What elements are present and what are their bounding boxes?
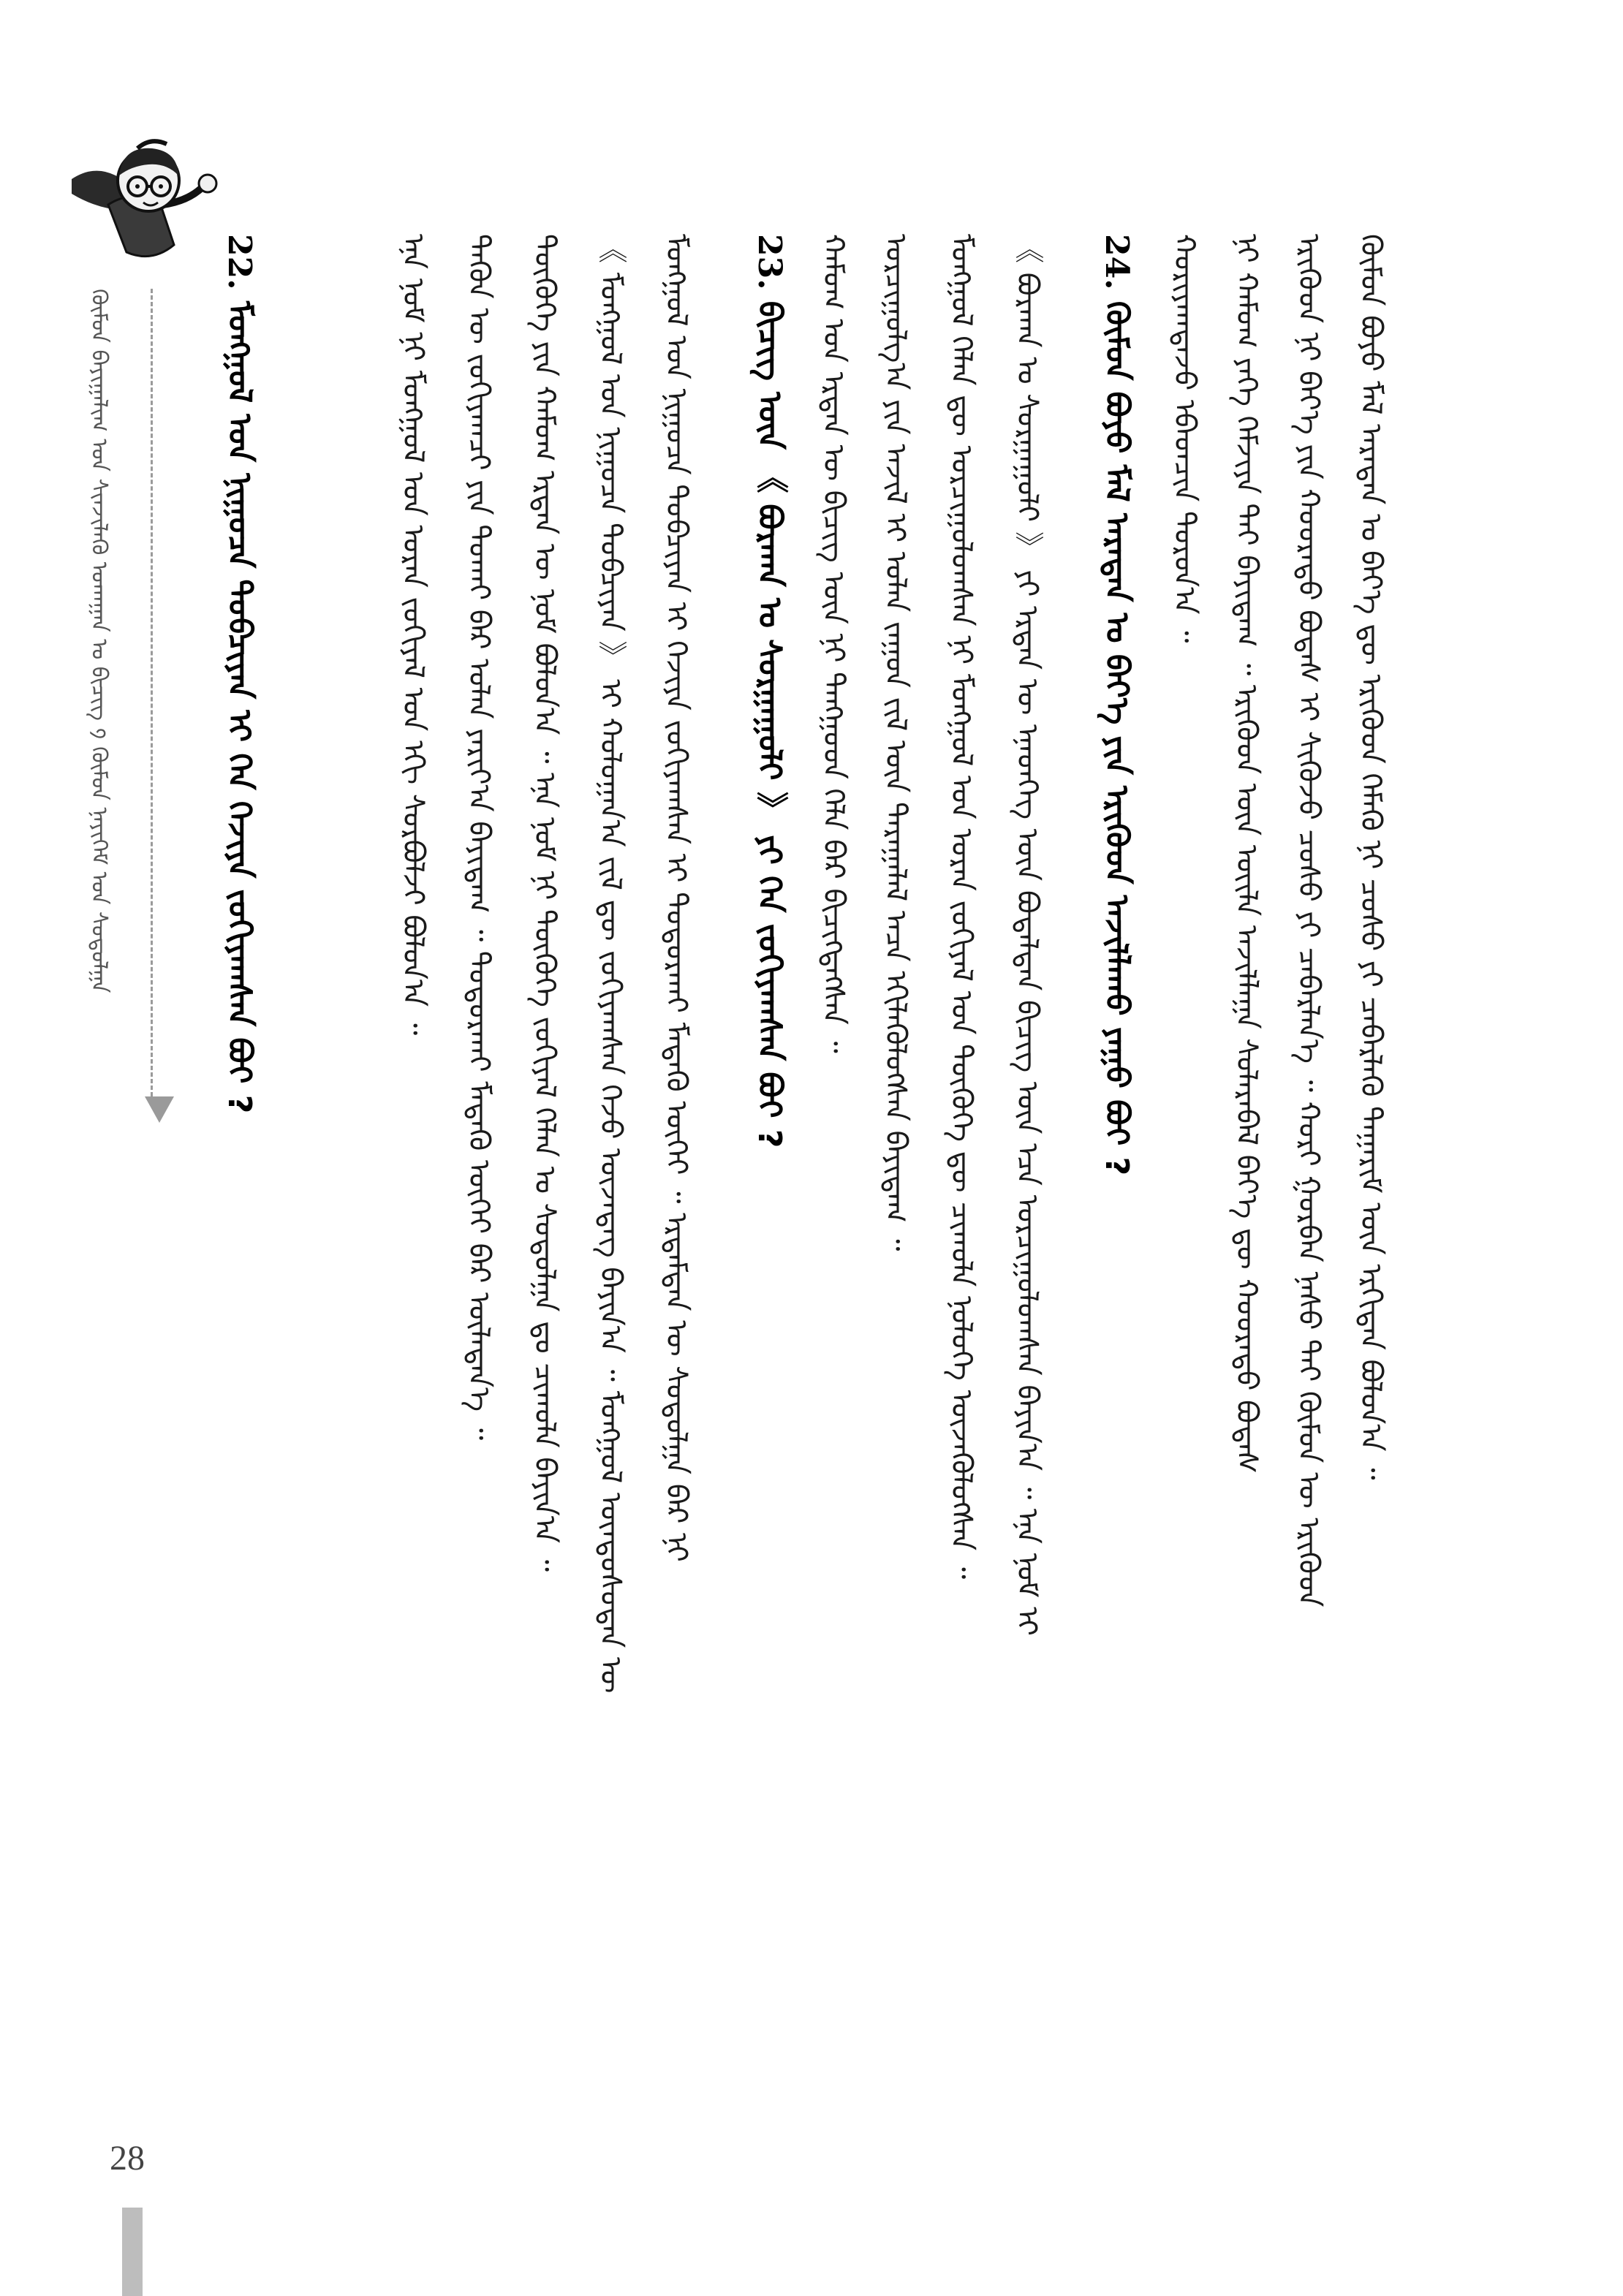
question-text: ᠬᠦᠮᠦᠨ ᠪᠤᠶᠤ ᠮᠠᠯ ᠠᠷᠠᠲᠠᠨ ᠤ ᠪᠡᠶ᠎ᠡ ᠶᠢᠨ ᠡᠷᠢᠬᠦᠳ ᠠᠵᠢᠯᠯᠠᠬᠤ ᠶᠠᠭᠤ ᠪᠤᠢ ? — [1098, 300, 1135, 1176]
answer-23-line-1: 《 ᠪᠤᠷᠬᠠᠨ ᠤ ᠰᠤᠷᠭᠠᠭᠤᠯᠢ 》 ᠶᠢ ᠡᠷᠲᠡᠨ ᠦ ᠡᠨᠡᠳᠬᠡᠭ ᠦᠨ ᠪᠣᠳᠠᠯᠲᠠᠨ ᠪᠢᠴᠢᠭ᠌ ᠦᠨ ᠡᠴᠡ ᠣᠷᠴᠢᠭᠤᠯᠤᠭᠰᠠᠨ ᠪᠠᠶᠢᠨ᠎ᠠ ᠃ ᠡᠨᠡ ᠨᠣᠮ ᠢ — [1010, 234, 1044, 1636]
header-dashed-divider — [151, 289, 153, 1096]
page-edge-bar — [122, 2208, 143, 2296]
question-22 — [221, 234, 258, 1944]
question-number: 23. — [751, 234, 788, 290]
question-number: 24. — [1098, 234, 1135, 290]
mascot-boy-icon — [64, 135, 225, 289]
question-24 — [1098, 234, 1135, 1176]
answer-23-line-2: ᠮᠣᠩᠭᠣᠯ ᠬᠡᠯᠡᠨ ᠳᠦ ᠣᠷᠴᠢᠭᠤᠯᠤᠭᠰᠠᠨ ᠨᠢ ᠮᠣᠩᠭᠣᠯ ᠤᠨ ᠤᠷᠠᠨ ᠵᠣᠬᠢᠶᠠᠯ ᠤᠨ ᠲᠦᠭᠦᠬᠡ ᠳᠦ ᠴᠢᠬᠤᠯᠠ ᠨᠣᠯᠣᠭᠡ ᠦᠵᠡᠭᠦᠯᠦᠭᠰᠡᠨ ᠃ — [945, 234, 978, 1580]
answer-22-line-4: ᠲᠡᠭᠦᠨ ᠦ ᠵᠣᠬᠢᠶᠠᠭᠴᠢ ᠶᠢᠨ ᠲᠤᠬᠠᠢ ᠪᠠᠷ ᠣᠯᠠᠨ ᠶᠠᠷᠢᠶ᠎ᠠ ᠪᠠᠶᠢᠳᠠᠭ ᠃ ᠲᠣᠳᠤᠷᠬᠠᠶ ᠮᠡᠳᠡᠬᠦ ᠦᠭᠡᠢ ᠪᠡᠷ ᠦᠯᠡᠳᠡᠨ᠎ᠡ ᠃ — [462, 234, 496, 1441]
answer-22-line-3: ᠲᠦᠭᠦᠬᠡ ᠶᠢᠨ ᠬᠠᠮᠤᠭ ᠡᠷᠲᠡᠨ ᠦ ᠨᠣᠮ ᠪᠣᠯᠤᠨ᠎ᠠ ᠃ ᠡᠨᠡ ᠨᠣᠮ ᠨᠢ ᠲᠦᠭᠦᠬᠡ ᠵᠣᠬᠢᠶᠠᠯ ᠬᠡᠯᠡᠨ ᠤ ᠰᠤᠳᠤᠯᠭᠠ ᠳᠤ ᠴᠢᠬᠤᠯᠠ ᠪᠠᠶᠢᠨ᠎ᠠ ᠃ — [528, 234, 561, 1572]
answer-23-line-3: ᠣᠷᠴᠢᠭᠤᠯᠭ᠎ᠠ ᠶᠢᠨ ᠠᠵᠢᠯ ᠢ ᠣᠯᠠᠨ ᠵᠠᠭᠤᠨ ᠵᠢᠯ ᠦᠨ ᠳᠠᠷᠠᠭᠠᠯᠠᠯ ᠠᠴᠠ ᠡᠬᠢᠯᠡᠭᠦᠯᠦᠭᠰᠡᠨ ᠪᠠᠶᠢᠳᠠᠭ ᠃ — [879, 234, 912, 1251]
answer-22-line-1: ᠮᠣᠩᠭᠣᠯ ᠤᠨ ᠨᠢᠭᠤᠴᠠ ᠲᠣᠪᠴᠢᠶᠠᠨ ᠢ ᠬᠡᠵᠢᠶᠡ ᠵᠤᠬᠢᠶᠠᠭᠰᠠᠨ ᠢ ᠲᠣᠳᠤᠷᠬᠠᠶ ᠮᠡᠳᠡᠬᠦ ᠦᠭᠡᠢ ᠃ ᠡᠷᠳᠡᠮᠲᠡᠨ ᠦ ᠰᠤᠳᠤᠯᠭᠠ ᠪᠠᠷ ᠨᠢ — [659, 234, 693, 1562]
answer-24-line-4: ᠬᠤᠷᠢᠶᠠᠭᠳᠠᠵᠤ ᠡᠪᠡᠳᠴᠢᠨ ᠲᠤᠷᠤᠨ᠎ᠠ ᠃ — [1168, 234, 1201, 643]
answer-22-line-5: ᠡᠨᠡ ᠨᠣᠮ ᠨᠢ ᠮᠣᠩᠭᠣᠯ ᠤᠨ ᠤᠷᠠᠨ ᠵᠣᠬᠢᠶᠠᠯ ᠤᠨ ᠡᠬᠢ ᠰᠤᠷᠪᠤᠯᠵᠢ ᠪᠣᠯᠤᠨ᠎ᠠ ᠃ — [396, 234, 430, 1036]
question-number: 22. — [221, 234, 258, 290]
page-number: 28 — [110, 2139, 145, 2178]
triangle-marker-icon — [145, 1096, 174, 1123]
question-text: ᠮᠣᠩᠭᠣᠯ ᠤᠨ ᠨᠢᠭᠤᠴᠠ ᠲᠣᠪᠴᠢᠶᠠᠨ ᠢ ᠬᠡᠨ ᠬᠡᠵᠢᠶᠡ ᠵᠤᠬᠢᠶᠠᠭᠰᠠᠨ ᠪᠤᠢ ? — [221, 300, 258, 1114]
answer-22-line-2: 《 ᠮᠣᠩᠭᠣᠯ ᠤᠨ ᠨᠢᠭᠤᠴᠠ ᠲᠣᠪᠴᠢᠶᠠᠨ 》 ᠢ ᠬᠣᠯᠤᠭᠠᠨ᠎ᠠ ᠵᠢᠯ ᠳᠦ ᠵᠤᠬᠢᠶᠠᠭᠰᠠᠨ ᠭᠡᠵᠦ ᠦᠵᠡᠳᠡᠭ ᠪᠠᠶᠢᠨ᠎ᠠ ᠃ ᠮᠣᠩᠭᠣᠯ ᠦᠨᠳᠦᠰᠦᠲᠡᠨ ᠦ — [594, 234, 627, 1694]
answer-24-line-3: ᠨᠢ ᠬᠠᠮᠤᠭ ᠶᠡᠬᠡ ᠬᠡᠮᠵᠢᠶᠡ ᠲᠠᠢ ᠪᠠᠶᠢᠳᠠᠭ ᠃ ᠡᠷᠢᠬᠦᠳ ᠦᠨ ᠦᠢᠯᠡ ᠠᠵᠢᠯᠯᠠᠭᠠ ᠰᠤᠯᠠᠷᠠᠪᠠᠯ ᠪᠡᠶ᠎ᠡ ᠳᠦ ᠬᠣᠣᠷᠠᠲᠤ ᠪᠤᠳᠠᠰ — [1230, 234, 1263, 1474]
answer-24-line-1: ᠬᠦᠮᠦᠨ ᠪᠤᠶᠤ ᠮᠠᠯ ᠠᠷᠠᠲᠠᠨ ᠤ ᠪᠡᠶ᠎ᠡ ᠳᠦ ᠡᠷᠢᠬᠦᠳ ᠬᠡᠮᠡᠬᠦ ᠨᠢ ᠴᠤᠰᠤ ᠶᠢ ᠴᠡᠪᠡᠷᠯᠡᠬᠦ ᠳᠠᠭᠠᠷᠢᠮ ᠦᠨ ᠡᠷᠬᠢᠲᠡᠨ ᠪᠤᠯᠤᠨ᠎ᠠ ᠃ — [1354, 234, 1388, 1480]
running-header: ᠬᠥᠮᠦᠨ ᠪᠠᠶᠢᠭᠠᠯᠢᠭ ᠤᠨ ᠰᠢᠨᠵᠢᠯᠡᠬᠦ ᠤᠬᠠᠭᠠᠨ ᠤ ᠪᠢᠴᠢᠭ᠌ ᠀ ᠬᠦᠮᠦᠨ ᠨᠡᠶᠢᠭᠡᠮ ᠤᠨ ᠰᠤᠳᠤᠯᠭᠠ — [86, 289, 112, 993]
question-23 — [751, 234, 788, 1184]
question-text: ᠪᠢᠴᠢᠭ᠌ ᠦᠨ 《 ᠪᠤᠷᠬᠠᠨ ᠤ ᠰᠤᠷᠭᠠᠭᠤᠯᠢ 》 ᠶᠢ ᠬᠡᠨ ᠵᠤᠬᠢᠶᠠᠭᠰᠠᠨ ᠪᠤᠢ ? — [751, 300, 788, 1148]
answer-24-line-2: ᠡᠷᠢᠬᠦᠳ ᠨᠢ ᠪᠡᠶ᠎ᠡ ᠶᠢᠨ ᠬᠣᠣᠷᠠᠲᠤ ᠪᠤᠳᠠᠰ ᠢ ᠰᠢᠭᠦᠵᠦ ᠴᠤᠰᠤ ᠶᠢ ᠴᠡᠪᠡᠷᠯᠡᠨ᠎ᠡ ᠃ ᠬᠣᠷᠢ ᠭᠣᠷᠪᠠᠨ ᠨᠠᠰᠤ ᠲᠠᠢ ᠬᠦᠮᠦᠨ ᠦ ᠡᠷᠢᠬᠦᠳ — [1292, 234, 1325, 1607]
answer-23-line-4: ᠬᠠᠮᠤᠭ ᠤᠨ ᠡᠷᠲᠡᠨ ᠦ ᠪᠢᠴᠢᠭ᠌ ᠦᠨ ᠨᠢ ᠲᠠᠩᠭᠤᠳ ᠬᠡᠯᠡ ᠪᠡᠷ ᠪᠢᠴᠢᠭᠳᠡᠭᠰᠡᠨ ᠃ — [817, 234, 850, 1053]
